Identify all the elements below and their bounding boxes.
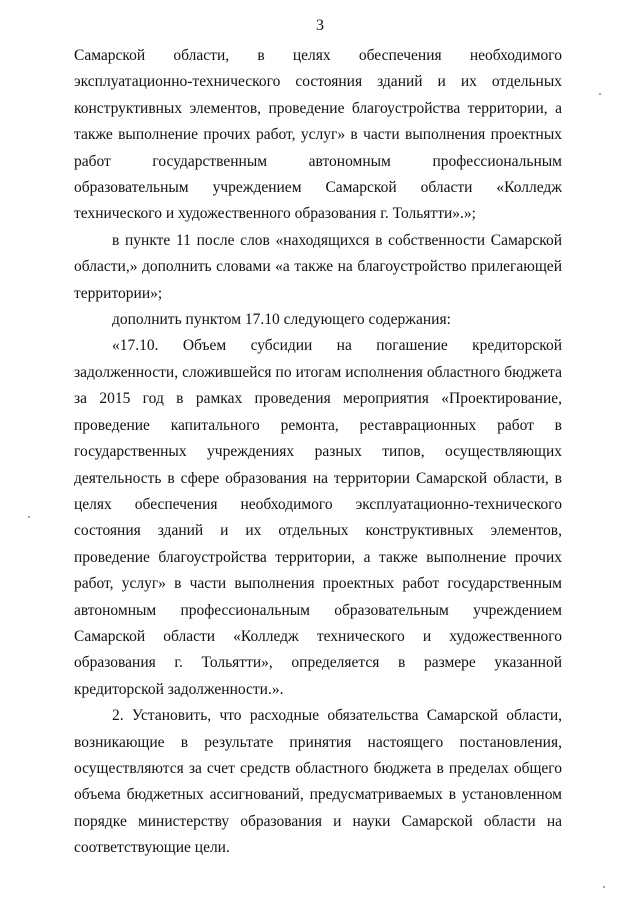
scan-speck [599, 93, 601, 95]
scan-speck [28, 516, 30, 518]
page-number: 3 [316, 17, 324, 34]
paragraph-clause-2: 2. Установить, что расходные обязательства Самарской области, возникающие в результате принятия настоящего постановления, осуществляются за счет средств областного бюджета в пределах общего объема бюджетных ассигнований, предусматриваемых в установленном порядке министерству образования и науки Самарской области на соответствующие цели. [74, 707, 562, 857]
paragraph-continuation: Самарской области, в целях обеспечения необходимого эксплуатационно-технического состояния зданий и их отдельных конструктивных элементов, проведение благоустройства территории, а также выполнение прочих работ, услуг» в части выполнения проектных работ государственным автономным профессиональным образовательным учреждением Самарской области «Колледж технического и художественного образования г. Тольятти».»; [74, 47, 562, 223]
paragraph-point-11-amendment: в пункте 11 после слов «находящихся в собственности Самарской области,» дополнить словами «а также на благоустройство прилегающей территории»; [74, 231, 562, 302]
paragraph-point-17-10-text: «17.10. Объем субсидии на погашение кредиторской задолженности, сложившейся по итогам исполнения областного бюджета за 2015 год в рамках проведения мероприятия «Проектирование, проведение капитального ремонта, реставрационных работ в государственных учреждениях разных типов, осуществляющих деятельность в сфере образования на территории Самарской области, в целях обеспечения необходимого эксплуатационно-технического состояния зданий и их отдельных конструктивных элементов, проведение благоустройства территории, а также выполнение прочих работ, услуг» в части выполнения проектных работ государственным автономным профессиональным образовательным учреждением Самарской области «Колледж технического и художественного образования г. Тольятти», определяется в размере указанной кредиторской задолженности.». [74, 337, 562, 698]
scan-speck [603, 886, 605, 888]
paragraph-add-point-17-10: дополнить пунктом 17.10 следующего содержания: [112, 311, 451, 329]
document-body [74, 43, 562, 862]
